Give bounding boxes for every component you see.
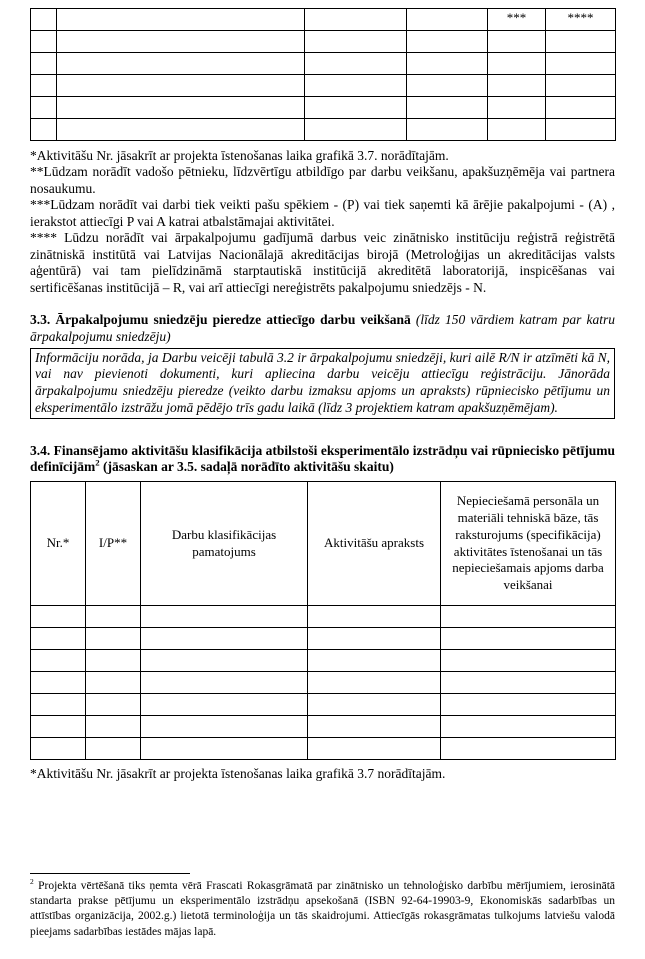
empty-cell <box>86 628 141 650</box>
empty-cell <box>308 694 441 716</box>
empty-cell <box>407 53 488 75</box>
empty-table-row <box>31 694 616 716</box>
empty-table-row <box>31 606 616 628</box>
empty-cell <box>407 31 488 53</box>
info-box-text: Informāciju norāda, ja Darbu veicēji tabulā 3.2 ir ārpakalpojumu sniedzēji, kuri ailē R/N ir atzīmēti kā N, vai nav pievienoti dokumenti, kuri apliecina darbu veicēju attiecīgu reģistrāciju. Jānorāda ārpakalpojumu sniedzēju pieredze (veikto darbu izmaksu apjoms un apraksts) rūpniecisko pētījumu un eksperimentālo izstrāžu jomā pēdējo trīs gadu laikā (līdz 3 projektiem katram apakšuzņēmējam). <box>35 349 610 415</box>
empty-cell <box>86 672 141 694</box>
column-header-nr: Nr.* <box>31 482 86 606</box>
section-3-4-heading <box>30 443 615 476</box>
empty-table-row <box>31 628 616 650</box>
column-header-description: Aktivitāšu apraksts <box>308 482 441 606</box>
empty-cell <box>31 650 86 672</box>
classification-table-header <box>31 482 616 606</box>
section-3-3-heading <box>30 312 615 345</box>
empty-cell <box>407 9 488 31</box>
continued-table-body <box>31 9 616 141</box>
empty-cell <box>141 694 308 716</box>
empty-cell <box>57 31 305 53</box>
empty-cell <box>441 694 616 716</box>
empty-cell <box>305 119 407 141</box>
classification-table <box>30 481 616 760</box>
empty-cell <box>57 75 305 97</box>
classification-table-note: *Aktivitāšu Nr. jāsakrīt ar projekta īstenošanas laika grafikā 3.7 norādītajām. <box>30 766 446 782</box>
empty-cell <box>86 738 141 760</box>
section-3-4-title: 3.4. Finansējamo aktivitāšu klasifikācija atbilstoši eksperimentālo izstrādņu vai rūpniecisko pētījumu definīcijām <box>30 442 615 475</box>
empty-cell <box>31 694 86 716</box>
empty-cell <box>308 672 441 694</box>
empty-cell <box>305 9 407 31</box>
empty-cell <box>488 119 546 141</box>
empty-cell <box>441 628 616 650</box>
empty-cell <box>546 75 616 97</box>
empty-cell <box>141 738 308 760</box>
empty-cell <box>31 119 57 141</box>
note-p-or-a: ***Lūdzam norādīt vai darbi tiek veikti pašu spēkiem - (P) vai tiek saņemti kā ārējie pakalpojumi - (A) , ierakstot attiecīgi P vai A katrai atbalstāmajai aktivitātei. <box>30 197 615 229</box>
continued-activities-table <box>30 8 616 141</box>
empty-table-row <box>31 53 616 75</box>
empty-cell <box>141 650 308 672</box>
empty-table-row <box>31 738 616 760</box>
footnote-area <box>30 873 615 940</box>
empty-cell <box>488 75 546 97</box>
empty-cell <box>488 53 546 75</box>
empty-cell <box>441 606 616 628</box>
empty-table-row <box>31 650 616 672</box>
table-notes <box>30 148 615 296</box>
empty-cell <box>31 716 86 738</box>
empty-cell <box>305 53 407 75</box>
empty-cell <box>305 31 407 53</box>
footnote-2-text: Projekta vērtēšanā tiks ņemta vērā Frascati Rokasgrāmatā par zinātnisko un tehnoloģisko darbību mērījumiem, ierosinātā standarta prakse pētījumu un eksperimentālo izstrādņu apsekošanā (ISBN 92-64-19903-9, Ekonomiskās sadarbības un attīstības organizācija, 2002.g.) lietotā terminoloģija un tās skaidrojumi. Attiecīgās rokasgrāmatas tulkojums latviešu valodā pieejams sadarbības iestādes mājas lapā. <box>30 880 615 938</box>
empty-cell <box>86 650 141 672</box>
empty-cell <box>57 9 305 31</box>
empty-cell <box>86 716 141 738</box>
section-3-3-info-box <box>30 348 615 419</box>
empty-cell <box>141 628 308 650</box>
empty-cell <box>31 628 86 650</box>
empty-cell <box>141 716 308 738</box>
empty-cell <box>407 119 488 141</box>
empty-cell <box>31 9 57 31</box>
empty-table-row <box>31 716 616 738</box>
empty-cell <box>546 31 616 53</box>
column-header-ip: I/P** <box>86 482 141 606</box>
column-header-resources: Nepieciešamā personāla un materiāli tehniskā bāze, tās raksturojums (specifikācija) aktivitātes īstenošanai un tās nepieciešamais apjoms darba veikšanai <box>441 482 616 606</box>
empty-cell <box>308 716 441 738</box>
empty-table-row <box>31 31 616 53</box>
empty-cell <box>57 119 305 141</box>
empty-cell <box>57 53 305 75</box>
empty-cell <box>31 31 57 53</box>
note-activity-number: *Aktivitāšu Nr. jāsakrīt ar projekta īstenošanas laika grafikā 3.7. norādītajām. <box>30 148 449 163</box>
empty-cell <box>441 672 616 694</box>
empty-cell <box>305 75 407 97</box>
empty-cell <box>308 650 441 672</box>
column-header-classification: Darbu klasifikācijas pamatojums <box>141 482 308 606</box>
empty-cell <box>488 31 546 53</box>
empty-cell <box>546 53 616 75</box>
empty-cell <box>407 97 488 119</box>
footnote-2-marker: 2 <box>30 877 34 887</box>
empty-cell <box>308 738 441 760</box>
empty-cell <box>141 672 308 694</box>
empty-table-row <box>31 119 616 141</box>
empty-table-row <box>31 97 616 119</box>
section-3-4-title-suffix: (jāsaskan ar 3.5. sadaļā norādīto aktivitāšu skaitu) <box>99 459 394 475</box>
section-3-3-title-note: (līdz 150 vārdiem katram par katru ārpakalpojumu sniedzēju) <box>30 312 615 344</box>
empty-cell <box>305 97 407 119</box>
empty-cell <box>308 628 441 650</box>
empty-cell <box>308 606 441 628</box>
note-lead-researcher: **Lūdzam norādīt vadošo pētnieku, līdzvērtīgu atbildīgo par darbu veikšanu, apakšuzņēmēja vai partnera nosaukumu. <box>30 164 615 196</box>
empty-cell <box>31 53 57 75</box>
empty-cell <box>31 672 86 694</box>
empty-cell <box>31 97 57 119</box>
section-3-3-title: 3.3. Ārpakalpojumu sniedzēju pieredze attiecīgo darbu veikšanā <box>30 312 416 328</box>
note-r-or-n: **** Lūdzu norādīt vai ārpakalpojumu gadījumā darbus veic zinātnisko institūciju reģistrā reģistrētā zinātniskā institūtā vai Latvijas Nacionālajā akreditācijas birojā (Metroloģijas un akreditācijas valsts aģentūrā) vai tam pielīdzināmā starptautiskā institūcijā akreditētā laboratorijā, inspicēšanas vai sertificēšanas institūcijā – R, vai arī attiecīgi nereģistrēts pakalpojumu sniedzējs - N. <box>30 230 615 295</box>
empty-table-row <box>31 75 616 97</box>
table-row <box>31 9 616 31</box>
empty-cell <box>31 738 86 760</box>
footnote-2 <box>30 879 615 940</box>
empty-cell <box>141 606 308 628</box>
p-a-marker-cell: *** <box>488 9 546 31</box>
empty-cell <box>546 119 616 141</box>
footnote-reference-2: 2 <box>95 457 100 468</box>
footnote-separator <box>30 873 190 874</box>
empty-cell <box>441 738 616 760</box>
empty-cell <box>86 606 141 628</box>
classification-table-body <box>31 606 616 760</box>
r-n-marker-cell: **** <box>546 9 616 31</box>
empty-cell <box>441 650 616 672</box>
header-row <box>31 482 616 606</box>
empty-cell <box>86 694 141 716</box>
empty-cell <box>488 97 546 119</box>
empty-cell <box>546 97 616 119</box>
empty-cell <box>441 716 616 738</box>
empty-cell <box>31 606 86 628</box>
empty-cell <box>407 75 488 97</box>
empty-cell <box>31 75 57 97</box>
empty-cell <box>57 97 305 119</box>
empty-table-row <box>31 672 616 694</box>
